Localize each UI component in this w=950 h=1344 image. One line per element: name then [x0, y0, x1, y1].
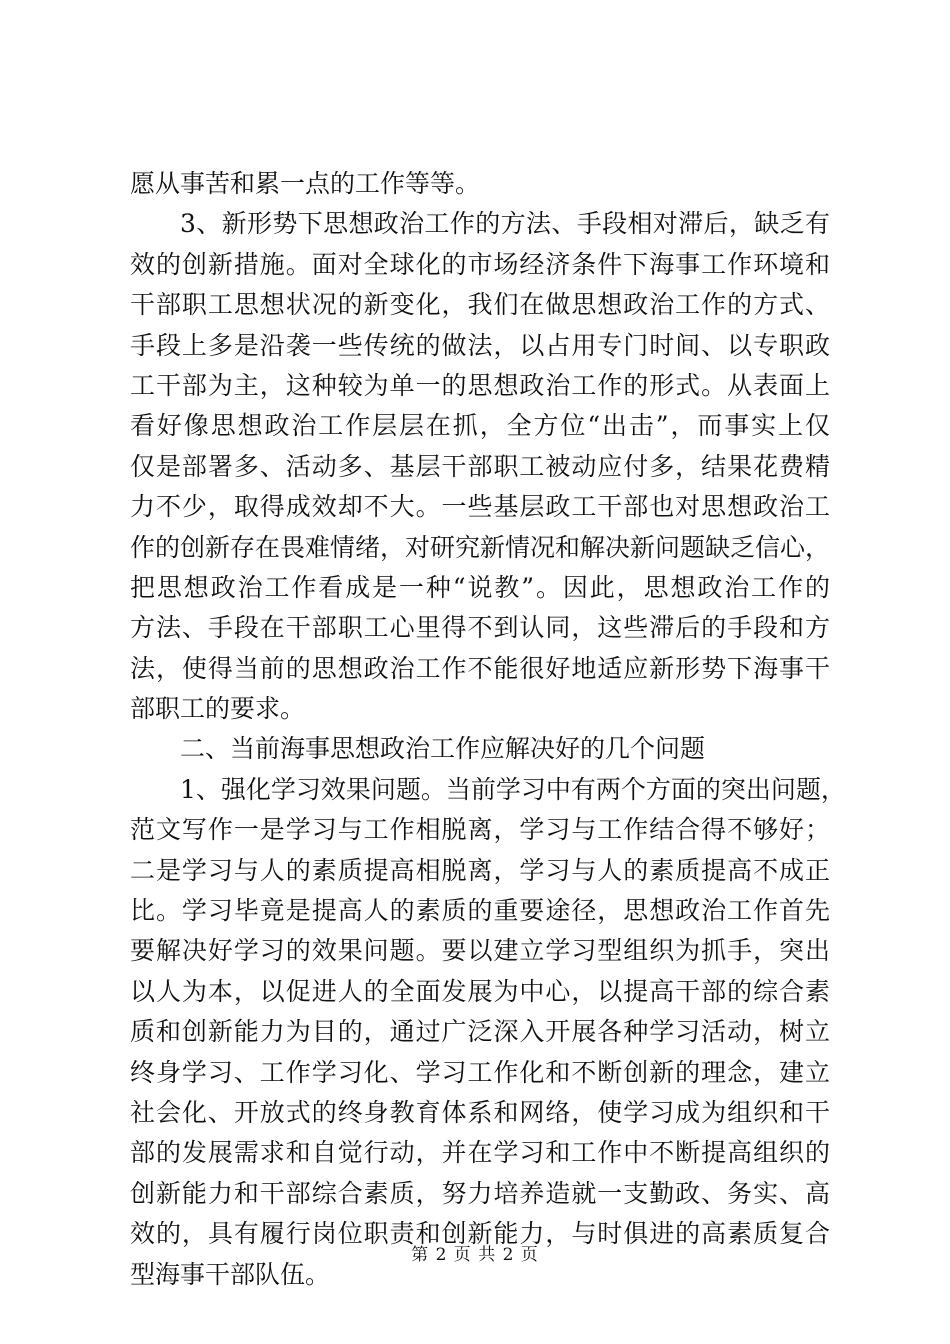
text-line: 要解决好学习的效果问题。要以建立学习型组织为抓手，突出 — [130, 936, 830, 966]
text-line: 法，使得当前的思想政治工作不能很好地适应新形势下海事干 — [130, 653, 830, 683]
text-line: 范文写作一是学习与工作相脱离，学习与工作结合得不够好； — [130, 815, 830, 845]
text-line: 1、强化学习效果问题。当前学习中有两个方面的突出问题， — [180, 774, 846, 804]
text-line: 部的发展需求和自觉行动，并在学习和工作中不断提高组织的 — [130, 1138, 830, 1168]
text-line: 终身学习、工作学习化、学习工作化和不断创新的理念，建立 — [130, 1057, 830, 1087]
text-line: 二是学习与人的素质提高相脱离，学习与人的素质提高不成正 — [130, 855, 830, 885]
text-line: 型海事干部队伍。 — [130, 1259, 331, 1289]
text-line: 3、新形势下思想政治工作的方法、手段相对滞后，缺乏有 — [180, 209, 830, 239]
text-line: 愿从事苦和累一点的工作等等。 — [130, 169, 481, 198]
text-line: 仅是部署多、活动多、基层干部职工被动应付多，结果花费精 — [130, 451, 830, 481]
text-line: 看好像思想政治工作层层在抓，全方位“出击”，而事实上仅 — [130, 411, 830, 441]
text-line: 二、当前海事思想政治工作应解决好的几个问题 — [180, 734, 706, 764]
text-line: 把思想政治工作看成是一种“说教”。因此，思想政治工作的 — [130, 572, 830, 602]
text-line: 以人为本，以促进人的全面发展为中心，以提高干部的综合素 — [130, 976, 830, 1006]
text-line: 方法、手段在干部职工心里得不到认同，这些滞后的手段和方 — [130, 613, 830, 643]
body-text — [130, 164, 846, 1295]
text-line: 干部职工思想状况的新变化，我们在做思想政治工作的方式、 — [130, 290, 830, 320]
text-line: 比。学习毕竟是提高人的素质的重要途径，思想政治工作首先 — [130, 896, 830, 926]
text-line: 力不少，取得成效却不大。一些基层政工干部也对思想政治工 — [130, 492, 830, 522]
text-line: 部职工的要求。 — [130, 694, 306, 724]
text-line: 效的创新措施。面对全球化的市场经济条件下海事工作环境和 — [130, 249, 830, 279]
text-line: 工干部为主，这种较为单一的思想政治工作的形式。从表面上 — [130, 370, 830, 400]
text-line: 手段上多是沿袭一些传统的做法，以占用专门时间、以专职政 — [130, 330, 830, 360]
text-line: 作的创新存在畏难情绪，对研究新情况和解决新问题缺乏信心， — [130, 532, 831, 562]
text-line: 创新能力和干部综合素质，努力培养造就一支勤政、务实、高 — [130, 1178, 830, 1208]
text-line: 效的，具有履行岗位职责和创新能力，与时俱进的高素质复合 — [130, 1219, 830, 1249]
page-footer: 第 2 页 共 2 页 — [411, 1245, 539, 1265]
text-line: 社会化、开放式的终身教育体系和网络，使学习成为组织和干 — [130, 1097, 830, 1127]
text-line: 质和创新能力为目的，通过广泛深入开展各种学习活动，树立 — [130, 1017, 830, 1047]
